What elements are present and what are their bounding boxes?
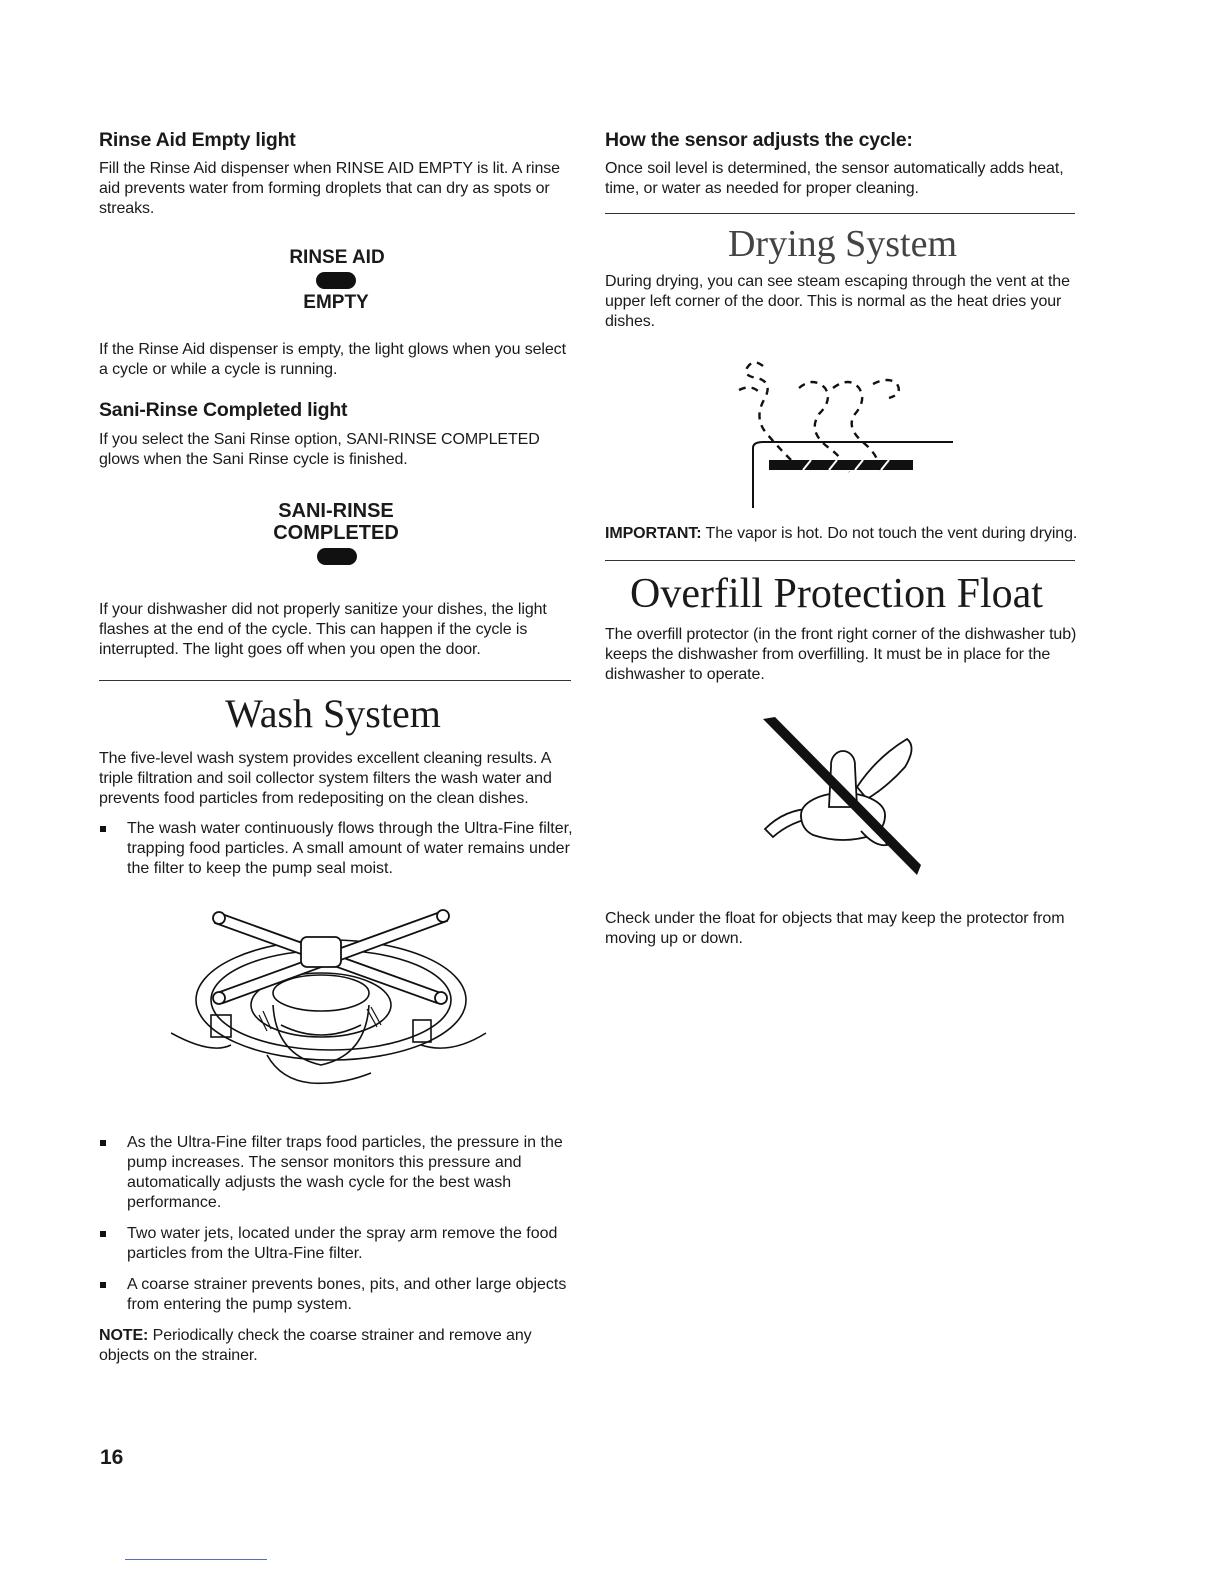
sani-rinse-heading: Sani-Rinse Completed light [99, 399, 348, 422]
rinse-aid-indicator-light-icon [316, 272, 356, 289]
sani-rinse-text: If you select the Sani Rinse option, SANI-RINSE COMPLETED glows when the Sani Rinse cycle is finished. [99, 430, 540, 468]
important-text: The vapor is hot. Do not touch the vent during drying. [701, 525, 1078, 543]
overfill-section [605, 569, 1080, 949]
section-divider [605, 560, 1075, 561]
spray-arm-illustration [171, 905, 579, 1095]
sani-rinse-indicator-block [99, 500, 579, 570]
sani-rinse-section [99, 398, 579, 659]
rinse-aid-label-bottom: EMPTY [303, 292, 369, 314]
overfill-float-icon [757, 717, 927, 877]
left-column [99, 128, 579, 1366]
bullet-text: As the Ultra-Fine filter traps food particles, the pressure in the pump increases. The sensor monitors this pressure and automatically adjusts the wash cycle for the best wash performance. [127, 1133, 563, 1211]
bullet-square-icon [100, 1140, 106, 1146]
sani-rinse-after-text: If your dishwasher did not properly sanitize your dishes, the light flashes at the end of the cycle. This can happen if the cycle is interrupted. The light goes off when you open the door. [99, 600, 547, 658]
float-illustration [757, 717, 1080, 877]
sensor-heading: How the sensor adjusts the cycle: [605, 129, 913, 151]
bullet-square-icon [100, 1282, 106, 1288]
bottom-divider [125, 1559, 267, 1560]
right-column [605, 128, 1080, 949]
list-item [99, 1224, 579, 1264]
section-divider [605, 213, 1075, 214]
rinse-aid-heading: Rinse Aid Empty light [99, 129, 296, 151]
list-item [99, 1133, 579, 1213]
overfill-after-text: Check under the float for objects that may keep the protector from moving up or down. [605, 910, 1065, 948]
wash-bullets-bottom [99, 1133, 579, 1315]
list-item [99, 819, 579, 879]
steam-vent-illustration [733, 348, 1080, 508]
rinse-aid-section [99, 128, 579, 380]
overfill-text: The overfill protector (in the front right corner of the dishwasher tub) keeps the dishwasher from overfilling. It must be in place for the dishwasher to operate. [605, 626, 1077, 684]
drying-important [605, 524, 1080, 544]
wash-bullets-top [99, 819, 579, 879]
drying-system-section [605, 220, 1080, 544]
note-label: NOTE: [99, 1326, 149, 1344]
bullet-square-icon [100, 1231, 106, 1237]
bullet-text: Two water jets, located under the spray arm remove the food particles from the Ultra-Fine filter. [127, 1224, 558, 1262]
drying-text: During drying, you can see steam escaping through the vent at the upper left corner of the door. This is normal as the heat dries your dishes. [605, 273, 1070, 331]
steam-vent-icon [733, 348, 963, 508]
note-text: Periodically check the coarse strainer and remove any objects on the strainer. [99, 1326, 532, 1364]
bullet-text: The wash water continuously flows through the Ultra-Fine filter, trapping food particles. A small amount of water remains under the filter to keep the pump seal moist. [127, 819, 573, 877]
bullet-square-icon [100, 826, 106, 832]
sani-rinse-indicator-light-icon [317, 548, 357, 565]
sani-rinse-label-bottom: COMPLETED [273, 521, 399, 544]
list-item [99, 1275, 579, 1315]
drying-system-title: Drying System [727, 223, 958, 266]
sensor-text: Once soil level is determined, the sensor automatically adds heat, time, or water as needed for proper cleaning. [605, 160, 1064, 198]
rinse-aid-label-top: RINSE AID [289, 247, 385, 269]
section-divider [99, 680, 571, 681]
rinse-aid-text: Fill the Rinse Aid dispenser when RINSE AID EMPTY is lit. A rinse aid prevents water from forming droplets that can dry as spots or streaks. [99, 160, 560, 218]
sensor-section [605, 128, 1080, 199]
rinse-aid-after-text: If the Rinse Aid dispenser is empty, the light glows when you select a cycle or while a cycle is running. [99, 341, 566, 379]
rinse-aid-indicator-block [99, 247, 579, 314]
spray-arm-pump-icon [171, 905, 491, 1095]
wash-system-intro: The five-level wash system provides excellent cleaning results. A triple filtration and soil collector system filters the wash water and prevents food particles from redepositing on the clean dishes. [99, 749, 552, 807]
sani-rinse-label-top: SANI-RINSE [278, 499, 394, 522]
page-number: 16 [100, 1446, 124, 1469]
wash-system-title: Wash System [225, 690, 441, 736]
overfill-title: Overfill Protection Float [630, 571, 1043, 618]
bullet-text: A coarse strainer prevents bones, pits, and other large objects from entering the pump system. [127, 1275, 567, 1313]
wash-note [99, 1326, 579, 1366]
important-label: IMPORTANT: [605, 525, 702, 543]
wash-system-section [99, 689, 579, 1366]
